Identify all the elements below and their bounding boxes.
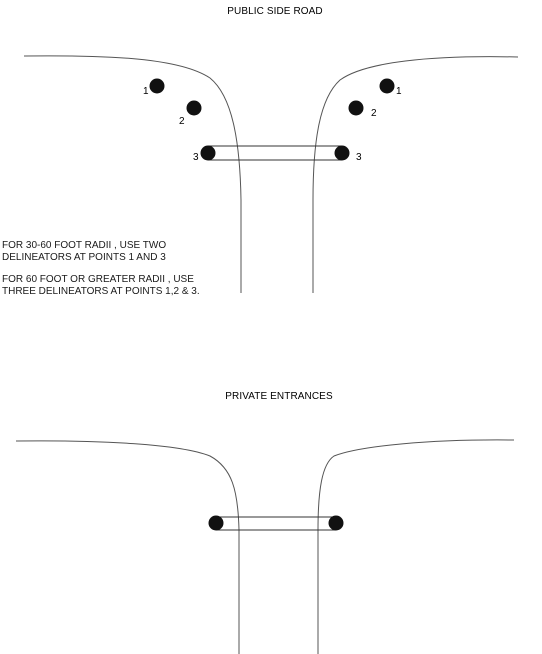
delineator-left-3	[201, 146, 216, 161]
delineator-right-2	[349, 101, 364, 116]
delineator-notes	[2, 240, 200, 308]
public-road-right-edge	[313, 57, 518, 293]
point-label-right-2: 2	[371, 108, 377, 119]
delineator-left-2	[187, 101, 202, 116]
delineator-right-3	[335, 146, 350, 161]
delineator-private-right	[329, 516, 344, 531]
point-label-left-3: 3	[193, 152, 199, 163]
point-label-left-1: 1	[143, 86, 149, 97]
public-side-road-title: PUBLIC SIDE ROAD	[227, 6, 323, 17]
point-label-right-1: 1	[396, 86, 402, 97]
delineator-left-1	[150, 79, 165, 94]
note-60-foot-or-greater-radii: FOR 60 FOOT OR GREATER RADII , USE THREE DELINEATORS AT POINTS 1,2 & 3.	[2, 274, 200, 297]
private-road-right-edge	[318, 440, 514, 654]
delineator-right-1	[380, 79, 395, 94]
private-entrances-title: PRIVATE ENTRANCES	[225, 391, 333, 402]
note-30-60-foot-radii: FOR 30-60 FOOT RADII , USE TWO DELINEATORS AT POINTS 1 AND 3	[2, 240, 167, 263]
point-label-right-3: 3	[356, 152, 362, 163]
point-label-left-2: 2	[179, 116, 185, 127]
delineator-private-left	[209, 516, 224, 531]
private-road-left-edge	[16, 441, 239, 654]
